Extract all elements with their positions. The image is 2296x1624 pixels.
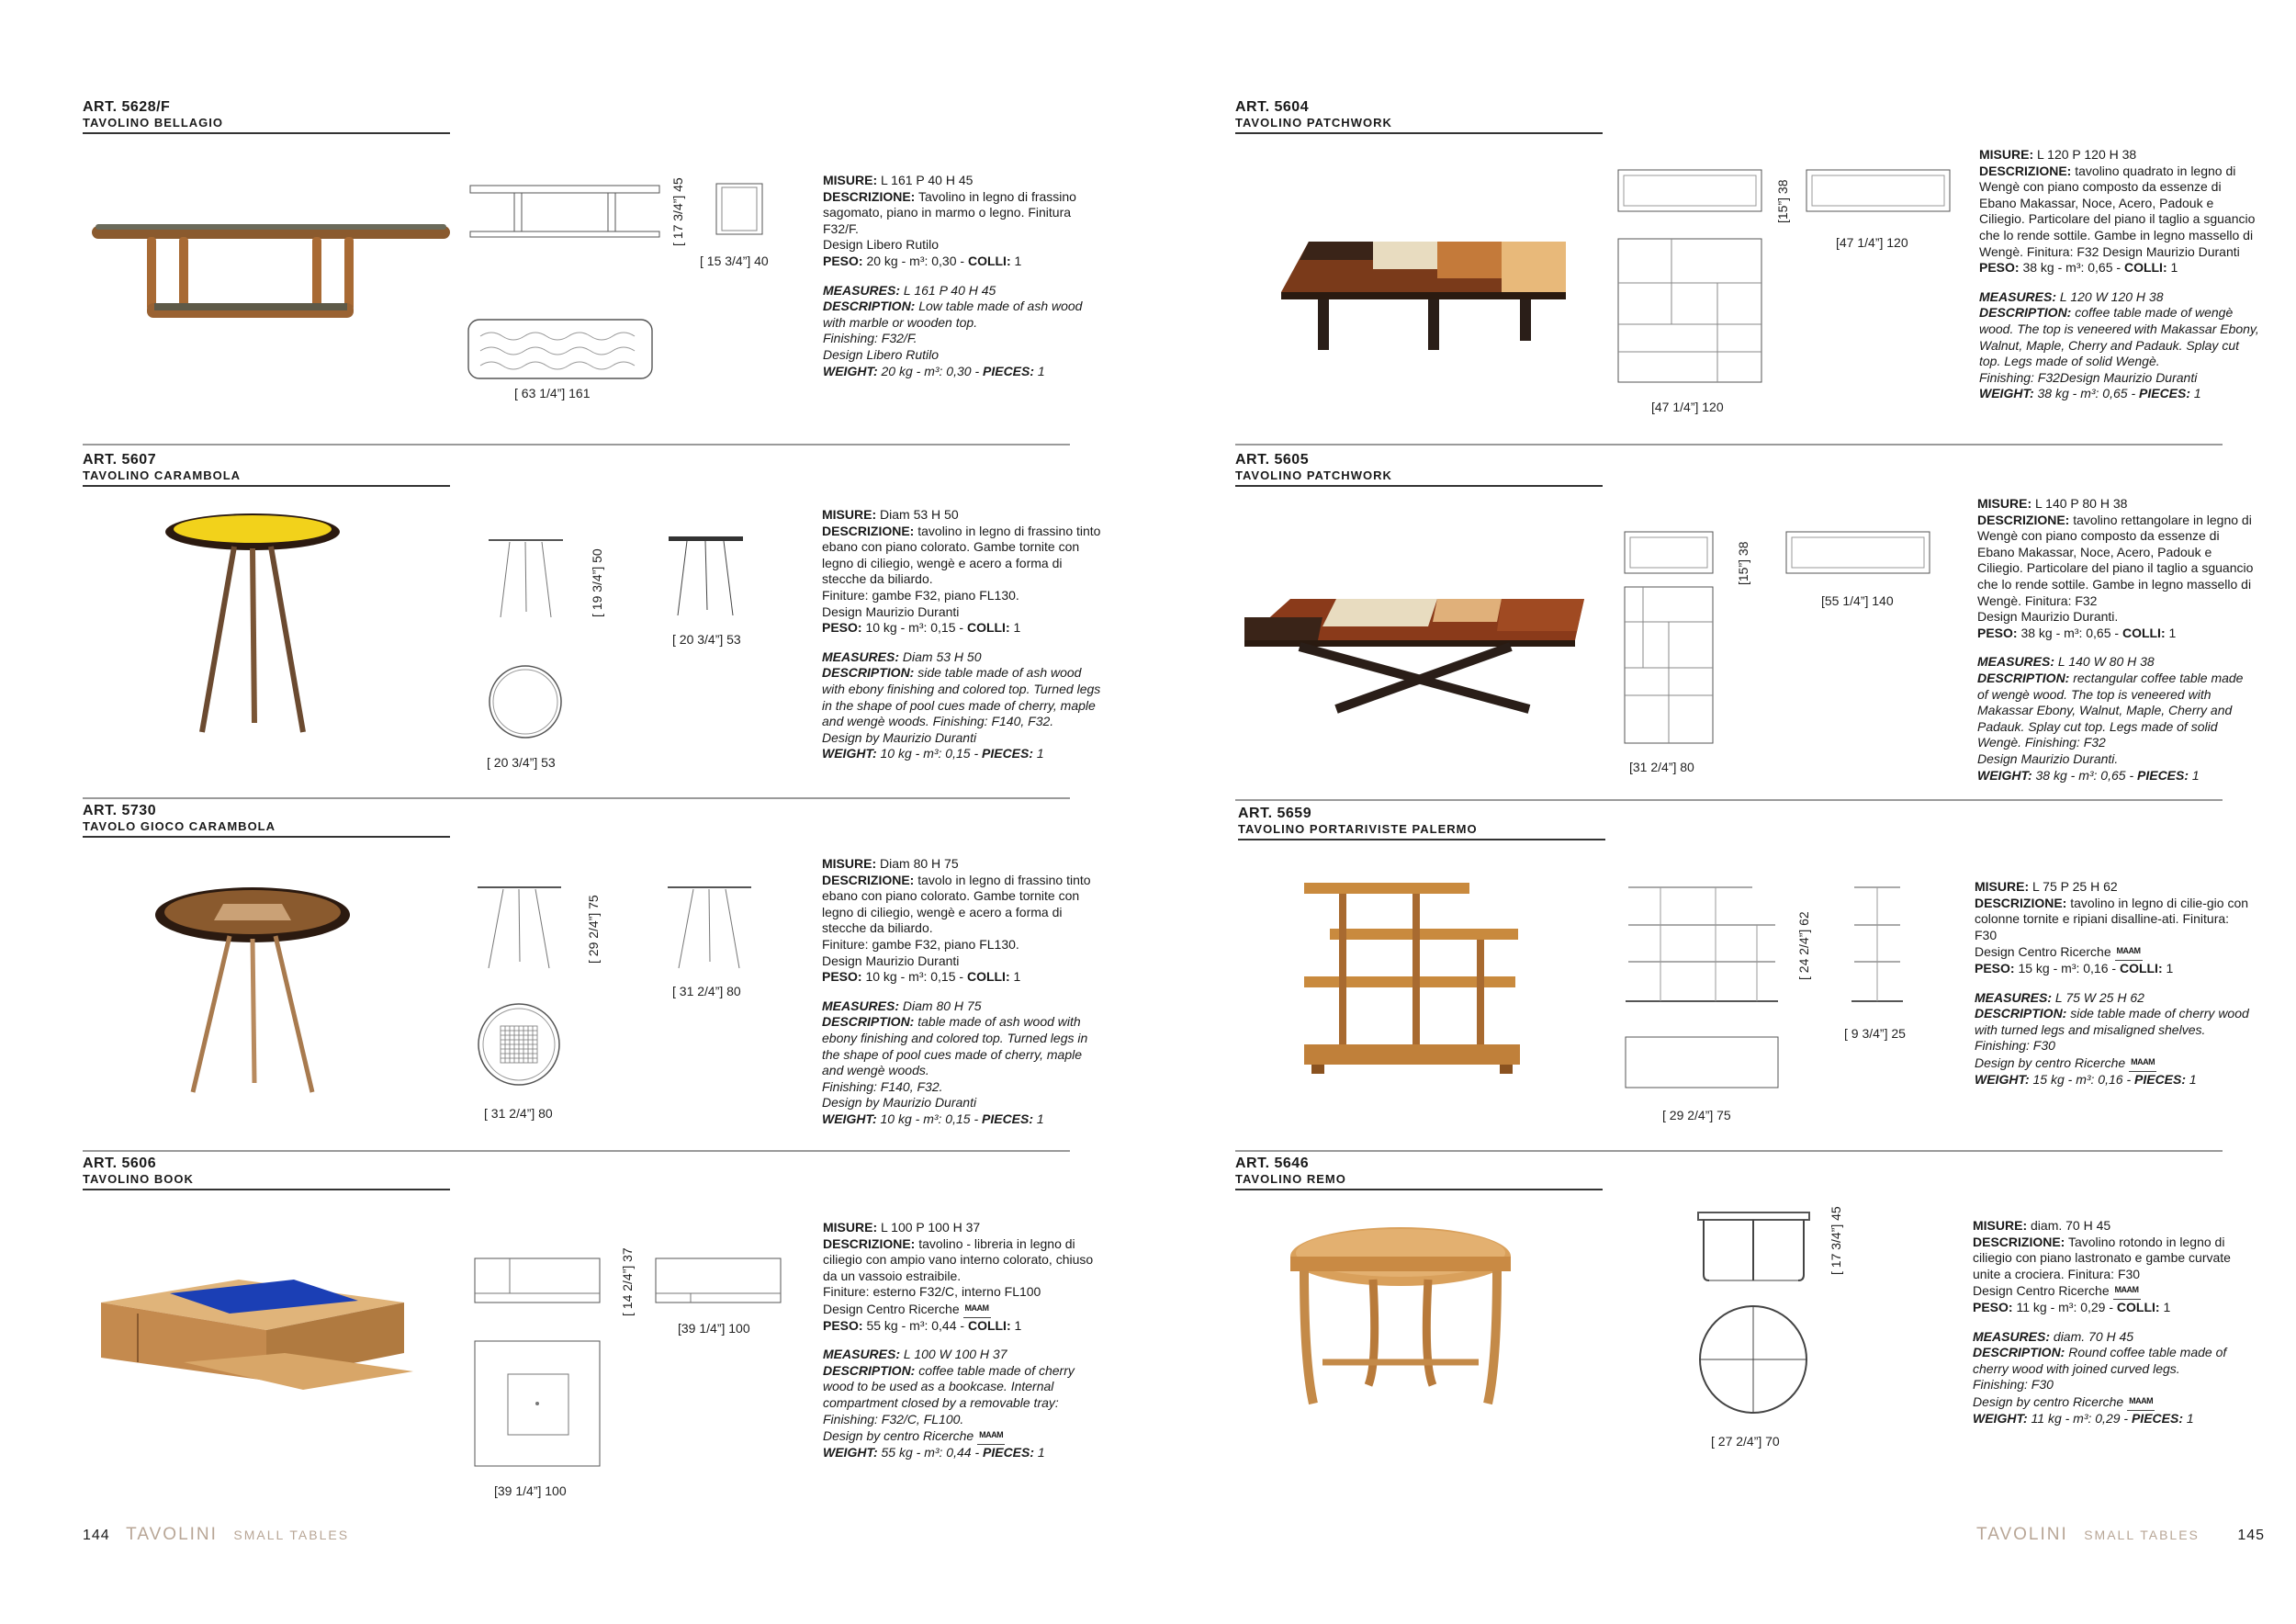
product-entry-5605 (1235, 452, 2254, 801)
divider (83, 1150, 1070, 1152)
product-entry-5607 (83, 452, 1101, 801)
entry-header (1235, 1156, 1603, 1190)
section-title: TAVOLINI (1976, 1525, 2068, 1544)
product-text (823, 1220, 1103, 1473)
product-entry-5659 (1238, 806, 2249, 1155)
dim-depth: [31 2/4”] 80 (1629, 760, 1694, 774)
article-number: ART. 5646 (1235, 1156, 1310, 1171)
dim-diameter: [ 20 3/4”] 53 (487, 755, 556, 770)
footer-left (83, 1525, 349, 1545)
product-text (1979, 147, 2259, 415)
dim-depth: [39 1/4”] 100 (494, 1483, 567, 1498)
product-name: TAVOLINO REMO (1235, 1172, 1346, 1186)
product-entry-5646 (1235, 1156, 2231, 1505)
product-photo-palermo (1302, 877, 1523, 1079)
dim-length: [ 29 2/4”] 75 (1662, 1108, 1731, 1122)
drawing-front (1623, 530, 1715, 576)
english-description: MEASURES: L 161 P 40 H 45 DESCRIPTION: Low table made of ash wood with marble or wooden top. Finishing: F32/F. Design Libero Rutilo WEIGHT: 20 kg - m³: 0,30 - PIECES: 1 (823, 282, 1083, 378)
drawing-side (715, 182, 765, 237)
article-number: ART. 5604 (1235, 99, 1310, 115)
product-photo-patchwork-rect (1235, 590, 1593, 727)
divider (83, 444, 1070, 445)
product-text (822, 507, 1102, 775)
dim-diameter: [ 27 2/4”] 70 (1711, 1434, 1780, 1449)
drawing-side (1850, 884, 1905, 1008)
product-name: TAVOLINO BELLAGIO (83, 116, 224, 130)
drawing-front (487, 536, 565, 619)
dim-height: [ 17 3/4”] 45 (1829, 1206, 1843, 1275)
product-entry-5604 (1235, 99, 2259, 448)
divider (1235, 1150, 2223, 1152)
article-number: ART. 5605 (1235, 452, 1310, 468)
english-description: MEASURES: L 140 W 80 H 38 DESCRIPTION: rectangular coffee table made of wengè wood. The top is veneered with Makassar Ebony, Walnut, Maple, Cherry and Padauk. Splay cut top. Legs made of solid Wengè. Finishing: F32 Design Maurizio Duranti. WEIGHT: 38 kg - m³: 0,65 - PIECES: 1 (1977, 654, 2244, 783)
drawing-front (468, 182, 661, 242)
maam-logo: MAAM (2129, 1054, 2156, 1072)
drawing-side (1784, 530, 1931, 576)
drawing-top (467, 318, 655, 382)
drawing-side (654, 1257, 782, 1307)
product-name: TAVOLINO PATCHWORK (1235, 116, 1392, 130)
english-description: MEASURES: diam. 70 H 45 DESCRIPTION: Round coffee table made of cherry wood with joined curved legs. Finishing: F30 Design by centro Ricerche MAAM WEIGHT: 11 kg - m³: 0,29 - PIECES: 1 (1973, 1328, 2227, 1426)
article-number: ART. 5730 (83, 803, 157, 818)
dim-width: [ 31 2/4”] 80 (672, 984, 741, 998)
entry-header (83, 99, 450, 134)
drawing-front (1624, 884, 1780, 1008)
maam-logo: MAAM (2113, 1282, 2141, 1300)
dim-width: [39 1/4”] 100 (678, 1321, 750, 1336)
divider (1235, 799, 2223, 801)
drawing-top (476, 1001, 563, 1088)
maam-logo: MAAM (977, 1427, 1005, 1445)
english-description: MEASURES: L 75 W 25 H 62 DESCRIPTION: side table made of cherry wood with turned legs and misaligned shelves. Finishing: F30 Design by centro Ricerche MAAM WEIGHT: 15 kg - m³: 0,16 - PIECES: 1 (1975, 989, 2249, 1087)
italian-description: MISURE: Diam 53 H 50 DESCRIZIONE: tavolino in legno di frassino tinto ebano con piano colorato. Gambe tornite con legno di ciliegio, wengè e acero a forma di stecche da biliardo. Finiture: gambe F32, piano FL130. Design Maurizio Duranti PESO: 10 kg - m³: 0,15 - COLLI: 1 (822, 507, 1101, 636)
divider (83, 797, 1070, 799)
drawing-side (666, 884, 753, 971)
dim-width: [ 20 3/4”] 53 (672, 632, 741, 647)
italian-description: MISURE: L 161 P 40 H 45 DESCRIZIONE: Tavolino in legno di frassino sagomato, piano in marmo o legno. Finitura F32/F. Design Libero Rutilo PESO: 20 kg - m³: 0,30 - COLLI: 1 (823, 173, 1076, 268)
product-entry-5730 (83, 803, 1091, 1152)
maam-logo: MAAM (963, 1301, 991, 1318)
english-description: MEASURES: L 100 W 100 H 37 DESCRIPTION: coffee table made of cherry wood to be used as a bookcase. Internal compartment closed by a removable tray: Finishing: F32/C, FL100. Design by centro Ricerche MAAM WEIGHT: 55 kg - m³: 0,44 - PIECES: 1 (823, 1347, 1075, 1460)
dim-diameter: [ 31 2/4”] 80 (484, 1106, 553, 1121)
maam-logo: MAAM (2115, 943, 2143, 961)
dim-width: [47 1/4”] 120 (1836, 235, 1908, 250)
dim-depth: [47 1/4”] 120 (1651, 400, 1724, 414)
product-photo-remo (1286, 1224, 1515, 1408)
entry-header (83, 452, 450, 487)
section-title: TAVOLINI (126, 1525, 218, 1544)
dim-height: [ 24 2/4”] 62 (1796, 911, 1811, 980)
drawing-top (473, 1339, 602, 1468)
product-photo-bellagio (92, 200, 450, 338)
article-number: ART. 5659 (1238, 806, 1312, 821)
footer-right (1965, 1525, 2265, 1545)
entry-header (1235, 452, 1603, 487)
english-description: MEASURES: Diam 53 H 50 DESCRIPTION: side table made of ash wood with ebony finishing and colored top. Turned legs in the shape of pool cues made of cherry, maple and wengè woods. Finishing: F140, F32. Design by Maurizio Duranti WEIGHT: 10 kg - m³: 0,15 - PIECES: 1 (822, 648, 1101, 761)
entry-header (1238, 806, 1605, 840)
product-entry-5606 (83, 1156, 1094, 1505)
entry-header (83, 1156, 450, 1190)
italian-description: MISURE: diam. 70 H 45 DESCRIZIONE: Tavolino rotondo in legno di ciliegio con piano lastronato e gambe curvate unite a crociera. Finitura: F30 Design Centro Ricerche MAAM PESO: 11 kg - m³: 0,29 - COLLI: 1 (1973, 1218, 2231, 1314)
dim-height: [15”] 38 (1775, 179, 1790, 223)
entry-header (1235, 99, 1603, 134)
product-name: TAVOLINO CARAMBOLA (83, 468, 242, 482)
italian-description: MISURE: Diam 80 H 75 DESCRIZIONE: tavolo in legno di frassino tinto ebano con piano colorato. Gambe tornite con legno di ciliegio, wengè e acero a forma di stecche da biliardo. Finiture: gambe F32, piano FL130. Design Maurizio Duranti PESO: 10 kg - m³: 0,15 - COLLI: 1 (822, 856, 1091, 985)
product-text (823, 173, 1103, 392)
product-name: TAVOLO GIOCO CARAMBOLA (83, 819, 276, 833)
drawing-side (1805, 168, 1952, 214)
drawing-front (476, 884, 563, 971)
dim-height: [ 14 2/4”] 37 (620, 1247, 635, 1316)
drawing-front (1616, 168, 1763, 214)
product-photo-gioco-carambola (152, 885, 354, 1097)
drawing-side (667, 535, 745, 617)
product-text (822, 856, 1102, 1141)
drawing-top (1623, 585, 1715, 746)
maam-logo: MAAM (2127, 1393, 2155, 1411)
dim-height: [ 19 3/4”] 50 (590, 548, 604, 617)
drawing-front (1696, 1211, 1811, 1284)
dim-height: [ 17 3/4”] 45 (670, 177, 685, 246)
entry-header (83, 803, 450, 838)
page-number: 145 (2237, 1528, 2266, 1543)
drawing-top (1696, 1303, 1811, 1417)
section-subtitle: SMALL TABLES (233, 1528, 350, 1542)
product-photo-book (83, 1266, 422, 1404)
product-photo-patchwork-square (1272, 228, 1584, 356)
article-number: ART. 5607 (83, 452, 157, 468)
product-name: TAVOLINO PORTARIVISTE PALERMO (1238, 822, 1478, 836)
page-number: 144 (83, 1528, 110, 1543)
dim-depth: [ 9 3/4”] 25 (1844, 1026, 1906, 1041)
section-subtitle: SMALL TABLES (2084, 1528, 2200, 1542)
dim-height: [ 29 2/4”] 75 (586, 895, 601, 964)
article-number: ART. 5606 (83, 1156, 157, 1171)
product-name: TAVOLINO PATCHWORK (1235, 468, 1392, 482)
dim-length: [55 1/4”] 140 (1821, 593, 1894, 608)
italian-description: MISURE: L 100 P 100 H 37 DESCRIZIONE: tavolino - libreria in legno di ciliegio con ampio vano interno colorato, chiuso da un vassoio estraibile. Finiture: esterno F32/C, interno FL100 Design Centro Ricerche MAAM PESO: 55 kg - m³: 0,44 - COLLI: 1 (823, 1220, 1094, 1333)
italian-description: MISURE: L 75 P 25 H 62 DESCRIZIONE: tavolino in legno di cilie-gio con colonne tornite e ripiani disalline-ati. Finitura: F30 Design Centro Ricerche MAAM PESO: 15 kg - m³: 0,16 - COLLI: 1 (1975, 879, 2249, 976)
product-entry-5628f (83, 99, 1083, 448)
dim-length: [ 63 1/4”] 161 (514, 386, 591, 400)
english-description: MEASURES: Diam 80 H 75 DESCRIPTION: table made of ash wood with ebony finishing and colored top. Turned legs in the shape of pool cues made of cherry, maple and wengè woods. Finishing: F140, F32. Design by Maurizio Duranti WEIGHT: 10 kg - m³: 0,15 - PIECES: 1 (822, 998, 1088, 1126)
dim-height: [15”] 38 (1736, 541, 1750, 585)
drawing-top (1616, 237, 1763, 384)
product-text (1977, 496, 2257, 796)
product-name: TAVOLINO BOOK (83, 1172, 194, 1186)
drawing-front (473, 1257, 602, 1307)
product-photo-carambola (161, 512, 344, 741)
english-description: MEASURES: L 120 W 120 H 38 DESCRIPTION: coffee table made of wengè wood. The top is veneered with Makassar Ebony, Walnut, Maple, Cherry and Padauk. Splay cut top. Legs made of solid Wengè. Finishing: F32Design Maurizio Duranti WEIGHT: 38 kg - m³: 0,65 - PIECES: 1 (1979, 288, 2259, 401)
product-text (1975, 879, 2255, 1100)
divider (1235, 444, 2223, 445)
dim-depth: [ 15 3/4”] 40 (700, 254, 769, 268)
italian-description: MISURE: L 140 P 80 H 38 DESCRIZIONE: tavolino rettangolare in legno di Wengè con piano composto da essenze di Ebano Makassar, Noce, Acero, Padouk e Ciliegio. Particolare del piano il taglio a sguancio che lo rende sottile. Gambe in legno massello di Wengè. Finitura: F32 Design Maurizio Duranti. PESO: 38 kg - m³: 0,65 - COLLI: 1 (1977, 496, 2254, 640)
article-number: ART. 5628/F (83, 99, 171, 115)
drawing-top (487, 663, 565, 741)
product-text (1973, 1218, 2253, 1439)
drawing-top (1624, 1035, 1780, 1090)
italian-description: MISURE: L 120 P 120 H 38 DESCRIZIONE: tavolino quadrato in legno di Wengè con piano composto da essenze di Ebano Makassar, Noce, Acero, Padouk e Ciliegio. Particolare del piano il taglio a sguancio che lo rende sottile. Gambe in legno massello di Wengè. Finitura: F32 Design Maurizio Duranti PESO: 38 kg - m³: 0,65 - COLLI: 1 (1979, 147, 2256, 276)
